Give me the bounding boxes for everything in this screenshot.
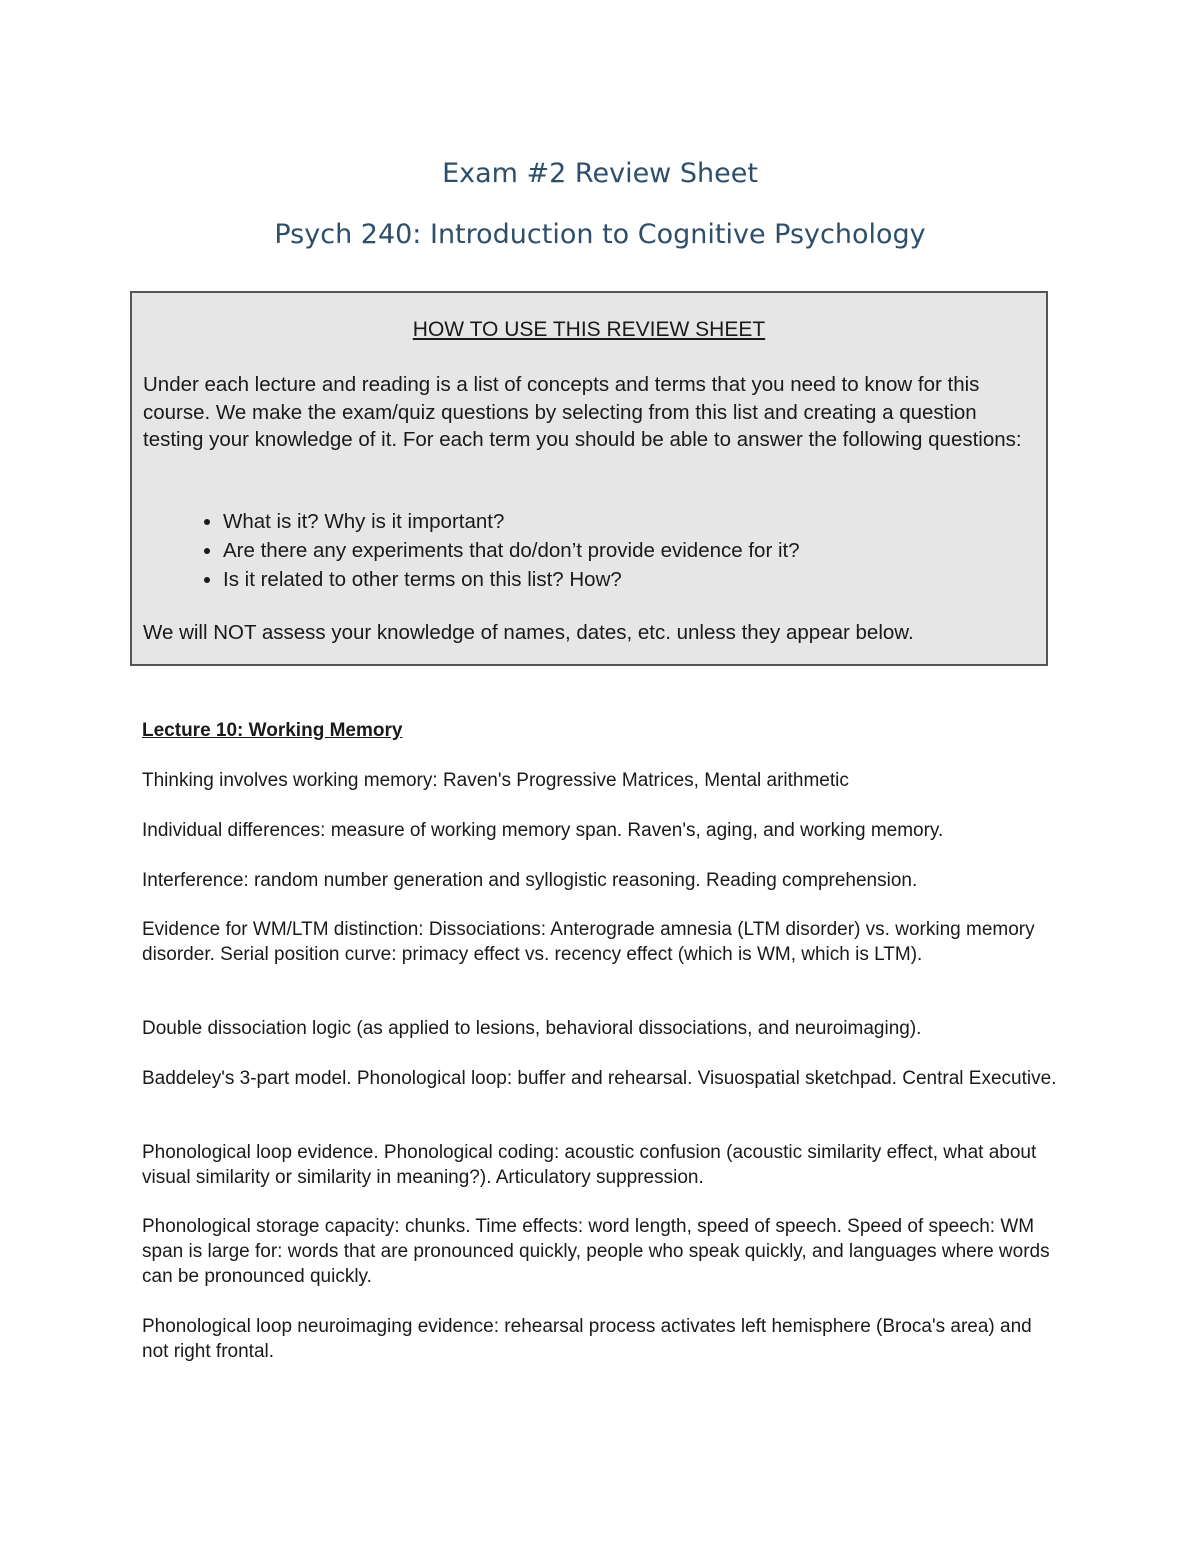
howto-question-list bbox=[185, 507, 800, 594]
howto-note: We will NOT assess your knowledge of names, dates, etc. unless they appear below. bbox=[143, 621, 914, 644]
page-title: Exam #2 Review Sheet bbox=[442, 158, 758, 189]
lecture-paragraph: Thinking involves working memory: Raven's Progressive Matrices, Mental arithmetic bbox=[142, 770, 849, 791]
howto-intro: Under each lecture and reading is a list of concepts and terms that you need to know for this course. We make the exam/quiz questions by selecting from this list and creating a question testing your knowledge of it. For each term you should be able to answer the following questions: bbox=[143, 373, 1022, 451]
lecture-paragraph: Double dissociation logic (as applied to lesions, behavioral dissociations, and neuroimaging). bbox=[142, 1018, 922, 1039]
lecture-paragraph: Phonological storage capacity: chunks. Time effects: word length, speed of speech. Speed of speech: WM span is large for: words that are pronounced quickly, people who speak quickly, and languages where words can be pronounced quickly. bbox=[142, 1216, 1050, 1287]
lecture-paragraph: Phonological loop evidence. Phonological coding: acoustic confusion (acoustic similarity effect, what about visual similarity or similarity in meaning?). Articulatory suppression. bbox=[142, 1142, 1037, 1188]
howto-box bbox=[130, 291, 1048, 666]
list-item: • What is it? Why is it important? bbox=[223, 507, 800, 536]
lecture-paragraph: Baddeley's 3-part model. Phonological loop: buffer and rehearsal. Visuospatial sketchpad. Central Executive. bbox=[142, 1068, 1057, 1089]
list-item: • Is it related to other terms on this list? How? bbox=[223, 565, 800, 594]
lecture-paragraph: Interference: random number generation and syllogistic reasoning. Reading comprehension. bbox=[142, 870, 918, 891]
lecture-heading: Lecture 10: Working Memory bbox=[142, 720, 403, 741]
list-item: • Are there any experiments that do/don’t provide evidence for it? bbox=[223, 536, 800, 565]
course-subtitle: Psych 240: Introduction to Cognitive Psychology bbox=[274, 219, 926, 250]
lecture-paragraph: Evidence for WM/LTM distinction: Dissociations: Anterograde amnesia (LTM disorder) vs. working memory disorder. Serial position curve: primacy effect vs. recency effect (which is WM, which is LTM). bbox=[142, 919, 1035, 965]
lecture-paragraph: Individual differences: measure of working memory span. Raven's, aging, and working memory. bbox=[142, 820, 944, 841]
howto-heading: HOW TO USE THIS REVIEW SHEET bbox=[412, 318, 766, 341]
lecture-paragraph: Phonological loop neuroimaging evidence: rehearsal process activates left hemisphere (Broca's area) and not right frontal. bbox=[142, 1316, 1032, 1362]
